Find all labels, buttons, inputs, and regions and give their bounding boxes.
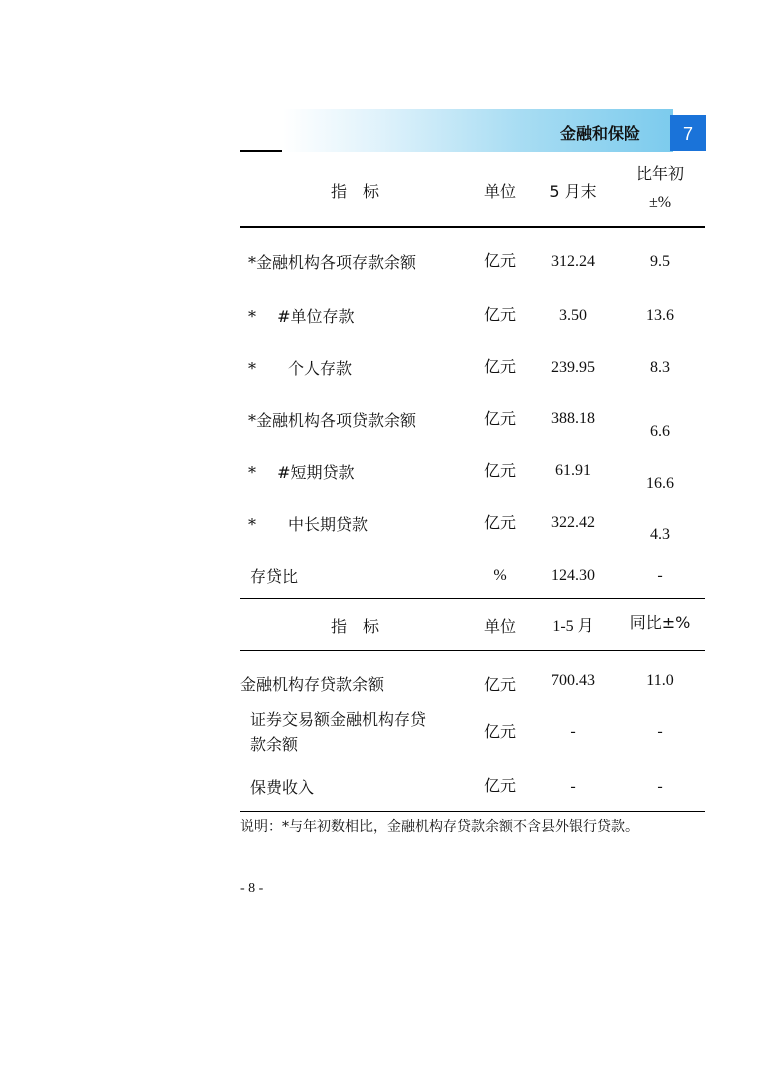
row-unit: 亿元	[483, 409, 516, 428]
row-compare: 6.6	[650, 423, 670, 440]
table2-header-compare: 同比±%	[629, 613, 691, 632]
table1-header-rule	[240, 226, 705, 228]
row-compare: 16.6	[646, 475, 674, 492]
row-value: -	[570, 723, 576, 740]
row-label: * 个人存款	[248, 359, 353, 378]
table2-header-unit: 单位	[483, 617, 516, 636]
section-title: 金融和保险	[559, 124, 640, 143]
row-value: 124.30	[551, 567, 595, 584]
row-value: 239.95	[551, 359, 595, 376]
table2-header-rule	[240, 650, 705, 651]
row-label: *金融机构各项贷款余额	[248, 411, 417, 430]
row-unit: 亿元	[483, 461, 516, 480]
row-label: * #短期贷款	[248, 463, 355, 482]
table2-header-indicator: 指 标	[330, 617, 379, 636]
row-value: 3.50	[559, 307, 587, 324]
row-label: * 中长期贷款	[248, 515, 369, 534]
row-unit: 亿元	[483, 251, 516, 270]
row-label: *金融机构各项存款余额	[248, 253, 417, 272]
table1-header-compare-line1: 比年初	[635, 164, 684, 183]
row-compare: -	[657, 723, 663, 740]
row-compare: 11.0	[646, 672, 674, 689]
row-label-line2: 款余额	[250, 735, 299, 754]
table1-header-unit: 单位	[483, 182, 516, 201]
row-label: 存贷比	[250, 567, 299, 586]
table-bottom-rule	[240, 811, 705, 812]
table1-header-value: 5 月末	[549, 182, 597, 201]
row-label: 保费收入	[250, 778, 315, 797]
row-value: 700.43	[551, 672, 595, 689]
row-compare: 9.5	[650, 253, 670, 270]
table-divider	[240, 598, 705, 599]
row-unit: 亿元	[483, 776, 516, 795]
table1-header-compare-line2: ±%	[648, 194, 672, 211]
row-value: 61.91	[555, 462, 591, 479]
row-value: 312.24	[551, 253, 595, 270]
row-value: -	[570, 778, 576, 795]
row-unit: 亿元	[483, 357, 516, 376]
footnote: 说明：*与年初数相比，金融机构存贷款余额不含县外银行贷款。	[240, 819, 639, 835]
row-label: 金融机构存贷款余额	[240, 675, 385, 694]
page-number: - 8 -	[240, 881, 264, 896]
row-compare: -	[657, 778, 663, 795]
row-compare: 4.3	[650, 526, 670, 543]
row-label: * #单位存款	[248, 307, 355, 326]
row-compare: -	[657, 567, 663, 584]
row-unit: 亿元	[483, 513, 516, 532]
row-compare: 8.3	[650, 359, 670, 376]
row-value: 388.18	[551, 410, 595, 427]
chapter-number-badge: 7	[670, 115, 706, 151]
row-unit: 亿元	[483, 722, 516, 741]
row-unit: 亿元	[483, 675, 516, 694]
header-rule	[240, 150, 282, 152]
row-label-line1: 证券交易额金融机构存贷	[250, 710, 427, 729]
row-value: 322.42	[551, 514, 595, 531]
row-unit: %	[493, 567, 507, 584]
row-unit: 亿元	[483, 305, 516, 324]
row-compare: 13.6	[646, 307, 674, 324]
table1-header-indicator: 指 标	[330, 182, 379, 201]
table2-header-value: 1-5 月	[552, 618, 594, 635]
